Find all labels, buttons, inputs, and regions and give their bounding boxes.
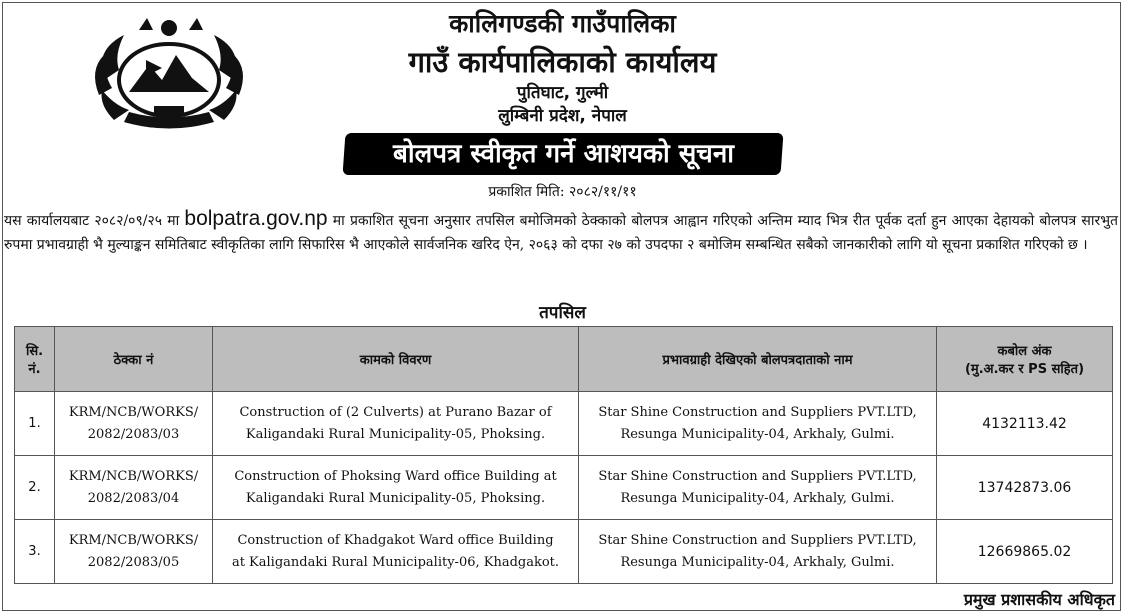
row-contract-no: KRM/NCB/WORKS/ 2082/2083/04 [55,456,213,520]
header-bidder: प्रभावग्राही देखिएको बोलपत्रदाताको नाम [579,327,937,392]
row-description: Construction of Phoksing Ward office Building at Kaligandaki Rural Municipality-05, Phoksing. [213,456,579,520]
bid-table [14,326,1113,584]
notice-body-part1: यस कार्यालयबाट २०८२/०९/२५ मा [4,213,185,229]
office-name: गाउँ कार्यपालिकाको कार्यालय [408,45,717,79]
table-row [15,520,1113,584]
notice-body [4,207,1118,257]
row-amount: 13742873.06 [937,456,1113,520]
row-bidder: Star Shine Construction and Suppliers PVT.LTD, Resunga Municipality-04, Arkhaly, Gulmi. [579,520,937,584]
row-sn: 3. [15,520,55,584]
row-description: Construction of (2 Culverts) at Purano Bazar of Kaligandaki Rural Municipality-05, Phoksing. [213,392,579,456]
published-date: प्रकाशित मिति: २०८२/११/११ [488,184,637,200]
table-title: तपसिल [539,303,586,323]
office-address: पुतिघाट, गुल्मी [516,83,609,103]
row-amount: 12669865.02 [937,520,1113,584]
province-country: लुम्बिनी प्रदेश, नेपाल [498,106,627,126]
row-amount: 4132113.42 [937,392,1113,456]
table-row [15,456,1113,520]
table-header-row [15,327,1113,392]
row-sn: 2. [15,456,55,520]
row-contract-no: KRM/NCB/WORKS/ 2082/2083/03 [55,392,213,456]
header-amount: कबोल अंक (मु.अ.कर र PS सहित) [937,327,1113,392]
notice-title-banner [343,133,784,175]
row-sn: 1. [15,392,55,456]
header-description: कामको विवरण [213,327,579,392]
header-contract-no: ठेक्का नं [55,327,213,392]
notice-title: बोलपत्र स्वीकृत गर्ने आशयको सूचना [392,139,734,169]
row-bidder: Star Shine Construction and Suppliers PVT.LTD, Resunga Municipality-04, Arkhaly, Gulmi. [579,456,937,520]
municipality-name: कालिगण्डकी गाउँपालिका [449,9,676,38]
website-link[interactable]: bolpatra.gov.np [184,207,328,230]
notice-body-part2: मा प्रकाशित सूचना अनुसार तपसिल बमोजिमको ठेक्काको बोलपत्र आह्वान गरिएको अन्तिम म्याद भित्र रीत पूर्वक दर्ता हुन आएका देहायको बोलपत्र सारभुत रुपमा प्रभावग्राही भै मुल्याङ्कन समितिबाट स्वीकृतिका लागि सिफारिस भै आएकोले सार्वजनिक खरिद ऐन, २०६३ को दफा २७ को उपदफा २ बमोजिम सम्बन्धित सबैको जानकारीको लागि यो सूचना प्रकाशित गरिएको छ । [4,213,1119,253]
row-description: Construction of Khadgakot Ward office Building at Kaligandaki Rural Municipality-06, Khadgakot. [213,520,579,584]
header-sn: सि. नं. [15,327,55,392]
signature-title: प्रमुख प्रशासकीय अधिकृत [963,590,1115,609]
table-row [15,392,1113,456]
row-contract-no: KRM/NCB/WORKS/ 2082/2083/05 [55,520,213,584]
row-bidder: Star Shine Construction and Suppliers PVT.LTD, Resunga Municipality-04, Arkhaly, Gulmi. [579,392,937,456]
